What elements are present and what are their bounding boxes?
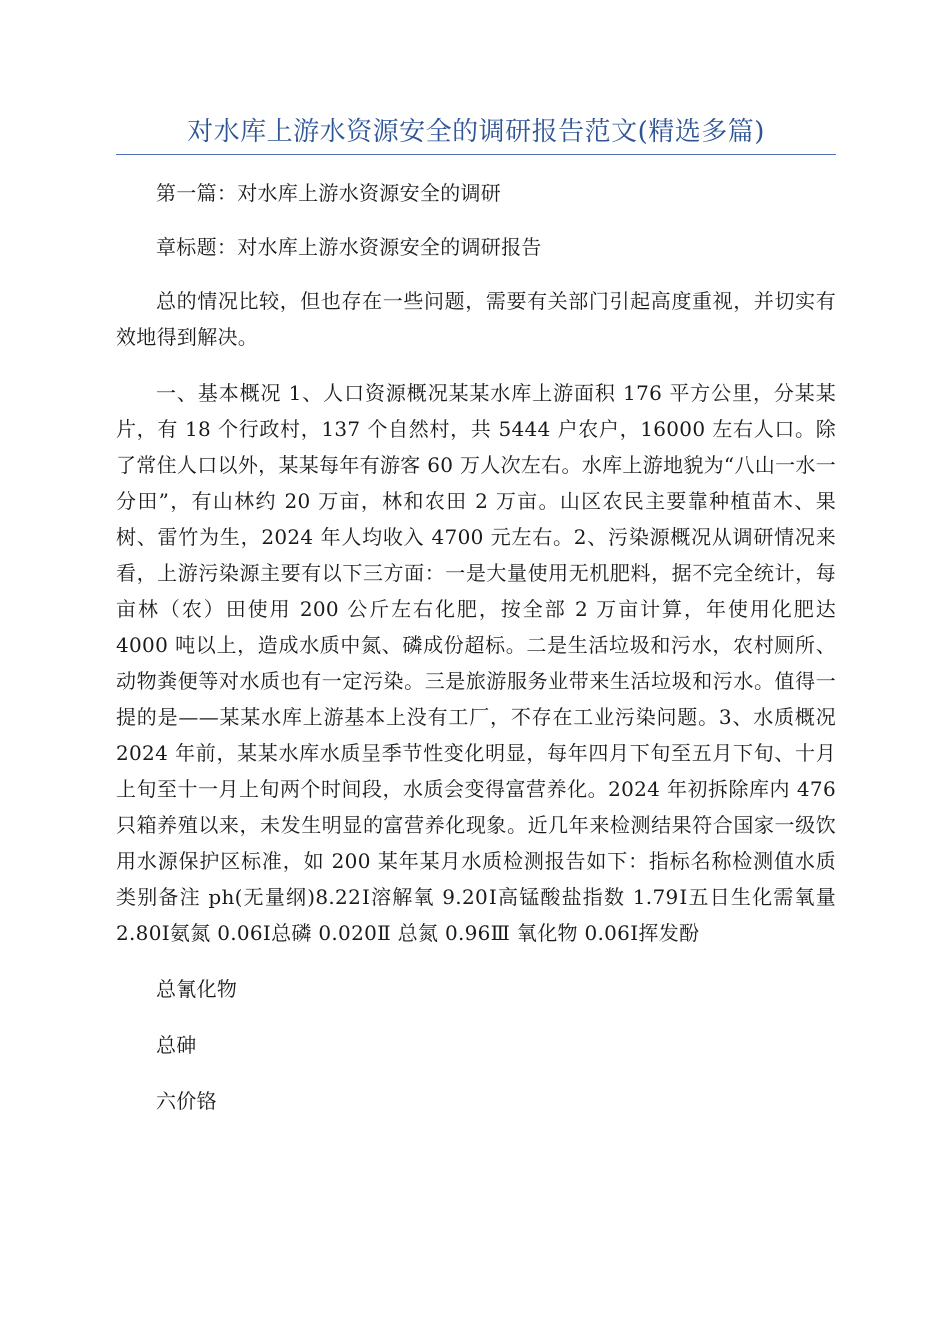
list-line: 总氰化物: [156, 977, 238, 1001]
document-page: [116, 110, 836, 1119]
chapter-heading: 章标题：对水库上游水资源安全的调研报告: [156, 235, 542, 259]
document-title: 对水库上游水资源安全的调研报告范文(精选多篇): [116, 110, 836, 155]
list-line: 总砷: [156, 1033, 197, 1057]
list-line: 六价铬: [156, 1089, 217, 1113]
body-paragraph: 总的情况比较，但也存在一些问题，需要有关部门引起高度重视，并切实有效地得到解决。: [116, 289, 836, 349]
section-heading: 第一篇：对水库上游水资源安全的调研: [156, 181, 502, 205]
body-paragraph: 一、基本概况 1、人口资源概况某某水库上游面积 176 平方公里，分某某片，有 18 个行政村，137 个自然村，共 5444 户农户，16000 左右人口。除了常住人口以外，某某每年有游客 60 万人次左右。水库上游地貌为“八山一水一分田”，有山林约 20 万亩，林和农田 2 万亩。山区农民主要靠种植苗木、果树、雷竹为生，2024 年人均收入 4700 元左右。2、污染源概况从调研情况来看，上游污染源主要有以下三方面：一是大量使用无机肥料，据不完全统计，每亩林（农）田使用 200 公斤左右化肥，按全部 2 万亩计算，年使用化肥达 4000 吨以上，造成水质中氮、磷成份超标。二是生活垃圾和污水，农村厕所、动物粪便等对水质也有一定污染。三是旅游服务业带来生活垃圾和污水。值得一提的是——某某水库上游基本上没有工厂，不存在工业污染问题。3、水质概况 2024 年前，某某水库水质呈季节性变化明显，每年四月下旬至五月下旬、十月上旬至十一月上旬两个时间段，水质会变得富营养化。2024 年初拆除库内 476 只箱养殖以来，未发生明显的富营养化现象。近几年来检测结果符合国家一级饮用水源保护区标准，如 200 某年某月水质检测报告如下：指标名称检测值水质类别备注 ph(无量纲)8.22Ⅰ溶解氧 9.20Ⅰ高锰酸盐指数 1.79Ⅰ五日生化需氧量 2.80Ⅰ氨氮 0.06Ⅰ总磷 0.020Ⅱ 总氮 0.96Ⅲ 氧化物 0.06Ⅰ挥发酚: [116, 381, 836, 945]
